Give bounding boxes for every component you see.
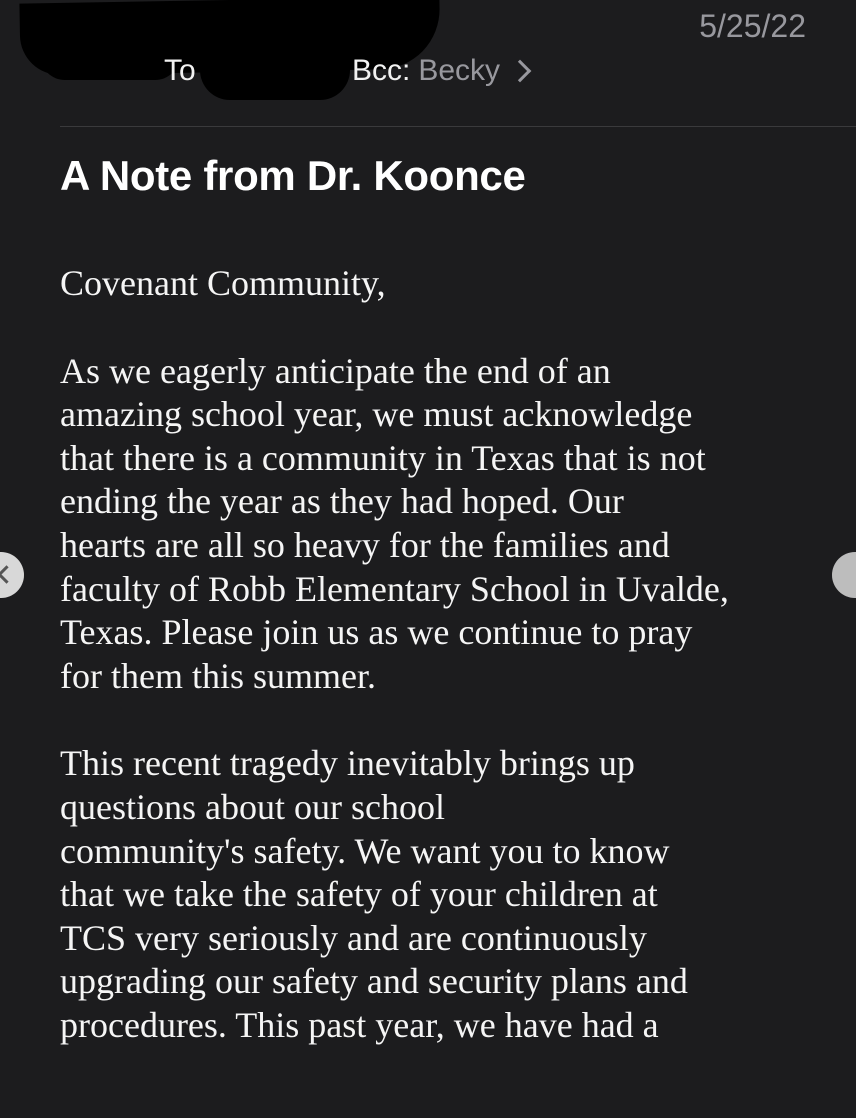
email-date: 5/25/22 [699,8,806,44]
paragraph-2 [60,742,850,1047]
chevron-left-icon [0,565,16,583]
body-line: procedures. This past year, we have had a [60,1004,659,1045]
to-label[interactable]: To [164,54,196,87]
body-line: TCS very seriously and are continuously [60,917,647,958]
body-line: This recent tragedy inevitably brings up [60,743,635,784]
chevron-right-icon[interactable] [509,60,532,83]
body-line: community's safety. We want you to know [60,830,670,871]
greeting: Covenant Community, [60,263,386,303]
bcc-recipient-name[interactable]: Becky [418,54,501,87]
body-line: for them this summer. [60,655,376,696]
redaction-mark [40,30,180,80]
body-line: questions about our school [60,786,445,827]
email-subject: A Note from Dr. Koonce [60,152,526,199]
body-line: amazing school year, we must acknowledge [60,394,693,435]
body-line: As we eagerly anticipate the end of an [60,350,611,391]
body-line: ending the year as they had hoped. Our [60,481,624,522]
body-line: Texas. Please join us as we continue to pray [60,612,693,653]
header-divider [60,126,856,127]
body-line: that we take the safety of your children at [60,874,658,915]
body-line: faculty of Robb Elementary School in Uvalde, [60,568,729,609]
redaction-mark [200,38,350,100]
body-line: upgrading our safety and security plans and [60,961,688,1002]
body-line: hearts are all so heavy for the families and [60,524,670,565]
bcc-recipient-row[interactable] [352,54,528,88]
bcc-label: Bcc: [352,54,411,87]
paragraph-1 [60,350,850,699]
body-line: that there is a community in Texas that is not [60,437,706,478]
email-body [60,262,850,1048]
previous-button[interactable] [0,552,24,598]
